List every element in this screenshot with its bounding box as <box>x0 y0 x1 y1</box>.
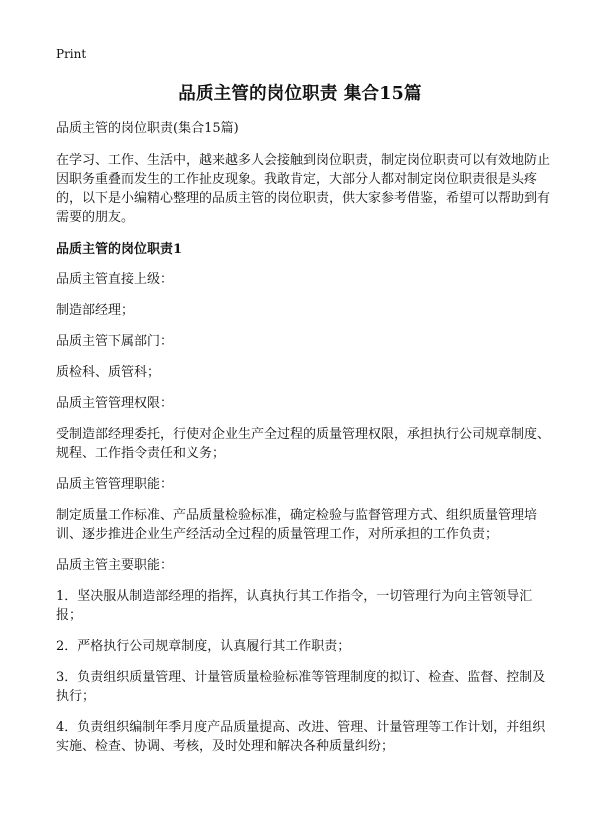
paragraph: 品质主管直接上级： <box>56 272 174 287</box>
paragraph: 制定质量工作标准、产品质量检验标准，确定检验与监督管理方式、组织质量管理培训、逐步推进企业生产经活动全过程的质量管理工作，对所承担的工作负责； <box>56 508 538 542</box>
list-item: 3．负责组织质量管理、计量管质量检验标准等管理制度的拟订、检查、监督、控制及执行； <box>56 670 546 704</box>
paragraph: 受制造部经理委托，行使对企业生产全过程的质量管理权限，承担执行公司规章制度、规程、工作指令责任和义务； <box>56 427 551 461</box>
page-title: 品质主管的岗位职责 集合15篇 <box>178 84 422 104</box>
document-subtitle: 品质主管的岗位职责(集合15篇) <box>56 121 239 136</box>
document-body <box>56 119 550 768</box>
paragraph: 品质主管管理权限： <box>56 396 174 411</box>
paragraph: 品质主管主要职能： <box>56 558 174 573</box>
paragraph: 质检科、质管科； <box>56 365 161 380</box>
section-heading: 品质主管的岗位职责1 <box>56 242 183 257</box>
paragraph: 品质主管下属部门： <box>56 334 174 349</box>
list-item: 4．负责组织编制年季月度产品质量提高、改进、管理、计量管理等工作计划，并组织实施、检查、协调、考核，及时处理和解决各种质量纠纷； <box>56 720 546 754</box>
print-link[interactable]: Print <box>56 47 87 61</box>
intro-paragraph: 在学习、工作、生活中，越来越多人会接触到岗位职责，制定岗位职责可以有效地防止因职务重叠而发生的工作扯皮现象。我敢肯定，大部分人都对制定岗位职责很是头疼的，以下是小编精心整理的品质主管的岗位职责，供大家参考借鉴，希望可以帮助到有需要的朋友。 <box>56 153 551 225</box>
list-item: 1．坚决服从制造部经理的指挥，认真执行其工作指令，一切管理行为向主管领导汇报； <box>56 589 533 623</box>
paragraph: 品质主管管理职能： <box>56 477 174 492</box>
list-item: 2．严格执行公司规章制度，认真履行其工作职责； <box>56 639 351 654</box>
paragraph: 制造部经理； <box>56 303 135 318</box>
